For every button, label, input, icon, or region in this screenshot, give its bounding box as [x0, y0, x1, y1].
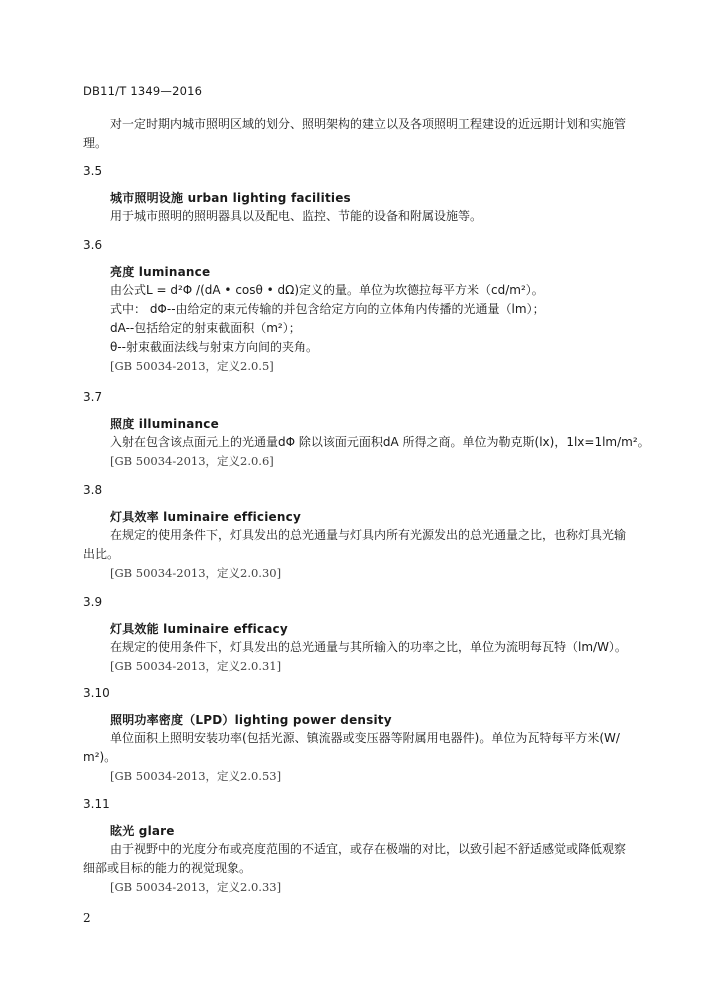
section-number: 3.8 — [83, 483, 103, 497]
definition-line: 入射在包含该点面元上的光通量dΦ 除以该面元面积dA 所得之商。单位为勒克斯(lx)，1lx=1lm/m²。 — [110, 435, 650, 449]
source-reference: [GB 50034-2013，定义2.0.33] — [110, 880, 282, 894]
source-reference: [GB 50034-2013，定义2.0.30] — [110, 566, 282, 580]
term-heading: 照度 illuminance — [110, 417, 219, 431]
section-number: 3.10 — [83, 686, 110, 700]
standard-code-header: DB11/T 1349—2016 — [83, 84, 203, 98]
formula-line: 由公式L = d²Φ /(dA • cosθ • dΩ)定义的量。单位为坎德拉每平方米（cd/m²）。 — [110, 283, 544, 297]
definition-line: 细部或目标的能力的视觉现象。 — [83, 861, 252, 875]
section-number: 3.5 — [83, 164, 103, 178]
definition-line: 在规定的使用条件下，灯具发出的总光通量与其所输入的功率之比，单位为流明每瓦特（lm/W）。 — [110, 640, 627, 654]
definition-line: 在规定的使用条件下，灯具发出的总光通量与灯具内所有光源发出的总光通量之比，也称灯具光输 — [110, 528, 627, 542]
section-3-10 — [83, 685, 653, 786]
section-number: 3.7 — [83, 390, 103, 404]
definition-line: 式中： dΦ--由给定的束元传输的并包含给定方向的立体角内传播的光通量（lm）； — [110, 302, 545, 316]
section-3-11 — [83, 796, 653, 897]
section-3-8 — [83, 482, 653, 583]
term-heading: 照明功率密度（LPD）lighting power density — [110, 713, 392, 727]
intro-line: 对一定时期内城市照明区域的划分、照明架构的建立以及各项照明工程建设的近远期计划和实施管 — [110, 117, 627, 131]
term-heading: 灯具效能 luminaire efficacy — [110, 622, 288, 636]
section-3-7 — [83, 389, 653, 471]
term-heading: 亮度 luminance — [110, 265, 211, 279]
definition-line: m²)。 — [83, 750, 117, 764]
source-reference: [GB 50034-2013，定义2.0.6] — [110, 454, 274, 468]
definition-line: 由于视野中的光度分布或亮度范围的不适宜，或存在极端的对比，以致引起不舒适感觉或降低观察 — [110, 842, 627, 856]
section-3-9 — [83, 594, 653, 676]
term-heading: 眩光 glare — [110, 824, 175, 838]
intro-line: 理。 — [83, 136, 108, 150]
section-3-6 — [83, 237, 653, 376]
term-heading: 灯具效率 luminaire efficiency — [110, 510, 301, 524]
source-reference: [GB 50034-2013，定义2.0.31] — [110, 659, 282, 673]
source-reference: [GB 50034-2013，定义2.0.53] — [110, 769, 282, 783]
intro-continuation — [83, 115, 653, 153]
definition-line: 用于城市照明的照明器具以及配电、监控、节能的设备和附属设施等。 — [110, 209, 483, 223]
definition-line: dA--包括给定的射束截面积（m²）； — [110, 321, 301, 335]
section-3-5 — [83, 163, 653, 226]
section-number: 3.11 — [83, 797, 110, 811]
definition-line: 单位面积上照明安装功率(包括光源、镇流器或变压器等附属用电器件)。单位为瓦特每平方米(W/ — [110, 731, 620, 745]
definition-line: 出比。 — [83, 547, 120, 561]
definition-line: θ--射束截面法线与射束方向间的夹角。 — [110, 340, 319, 354]
section-number: 3.9 — [83, 595, 103, 609]
section-number: 3.6 — [83, 238, 103, 252]
term-heading: 城市照明设施 urban lighting facilities — [110, 191, 351, 205]
page-number: 2 — [83, 911, 91, 925]
source-reference: [GB 50034-2013，定义2.0.5] — [110, 359, 274, 373]
